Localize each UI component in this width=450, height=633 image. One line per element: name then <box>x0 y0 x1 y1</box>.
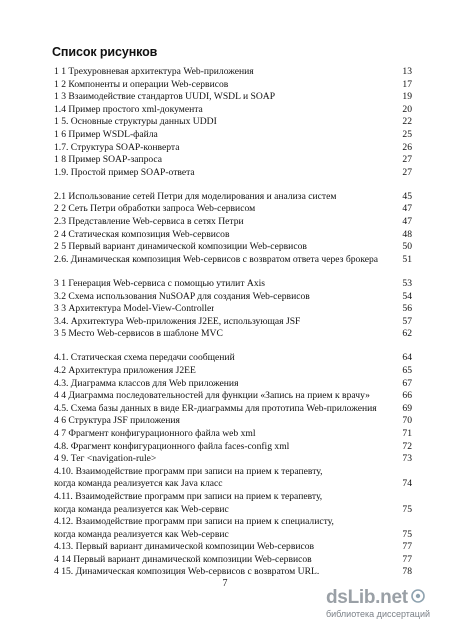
figure-page: 70 <box>402 415 412 427</box>
figure-caption: Первый вариант динамической композиции Web-сервисов <box>75 541 315 553</box>
figure-title <box>54 66 254 79</box>
figure-title <box>54 91 275 104</box>
figure-entry <box>54 216 412 229</box>
figure-number: 4 6 <box>54 415 66 427</box>
figure-page: 75 <box>402 528 412 540</box>
figure-caption: Простой пример SOAP-ответа <box>70 166 195 178</box>
figure-title <box>54 129 158 142</box>
figure-caption: Статическая композиция Web-сервисов <box>68 228 230 240</box>
page-number: 7 <box>222 578 228 589</box>
figure-number: 1 5. <box>54 116 69 128</box>
figure-number: 3 5 <box>54 328 66 340</box>
figure-entry <box>54 154 412 167</box>
figure-number: 4 4 <box>54 390 66 402</box>
figure-number: 4.5. <box>54 402 69 414</box>
figure-number: 1 8 <box>54 154 66 166</box>
figure-title <box>54 303 214 316</box>
figure-title <box>54 229 230 242</box>
figure-number: 4.10. <box>54 465 74 477</box>
figure-entry <box>54 291 412 304</box>
figure-page: 64 <box>402 352 412 364</box>
figure-entry <box>54 516 412 541</box>
watermark-brand: dsLib.net <box>326 587 408 608</box>
figure-number: 1.4 <box>54 103 66 115</box>
figure-page: 48 <box>402 228 412 240</box>
figure-group <box>54 66 412 179</box>
figure-number: 4 14 <box>54 553 71 565</box>
watermark-subtitle: библиотека диссертаций <box>326 609 431 619</box>
figure-caption: Структура JSF приложения <box>68 415 180 427</box>
figure-title <box>54 466 323 491</box>
figure-number: 2.3 <box>54 216 66 228</box>
figure-page: 56 <box>402 303 412 315</box>
figure-page: 65 <box>402 364 412 376</box>
figure-title <box>54 79 228 92</box>
figure-caption: Архитектура приложения J2EE <box>68 364 196 376</box>
figure-page: 50 <box>402 241 412 253</box>
figure-title <box>54 516 334 541</box>
figure-page: 77 <box>402 553 412 565</box>
figure-number: 2.6. <box>54 253 69 265</box>
figure-number: 2 5 <box>54 241 66 253</box>
figure-page: 78 <box>402 566 412 578</box>
figure-page: 19 <box>402 91 412 103</box>
figure-number: 1.9. <box>54 166 69 178</box>
figure-page: 73 <box>402 453 412 465</box>
figure-page: 69 <box>402 402 412 414</box>
figure-entry <box>54 415 412 428</box>
figure-entry <box>54 365 412 378</box>
figure-page: 26 <box>402 141 412 153</box>
figure-caption: Компоненты и операции Web-сервисов <box>68 78 229 90</box>
figure-entry <box>54 203 412 216</box>
figure-number: 1.7. <box>54 141 69 153</box>
figure-entry <box>54 428 412 441</box>
figure-caption: Взаимодействие программ при записи на прием к специалисту, когда команда реализуется как Web-сервис <box>54 516 334 540</box>
figure-caption: Статическая схема передачи сообщений <box>70 352 235 364</box>
figure-number: 4.8. <box>54 440 69 452</box>
figure-entry <box>54 403 412 416</box>
figure-title <box>54 365 196 378</box>
figure-number: 4.12. <box>54 516 74 528</box>
figure-caption: Сеть Петри обработки запроса Web-сервисом <box>68 203 256 215</box>
figure-entry <box>54 453 412 466</box>
figure-title <box>54 352 235 365</box>
figure-number: 4 7 <box>54 427 66 439</box>
list-of-figures-heading: Список рисунков <box>52 45 158 59</box>
figure-title <box>54 154 162 167</box>
figure-number: 4.11. <box>54 490 73 502</box>
figure-entry <box>54 104 412 117</box>
figure-entry <box>54 466 412 491</box>
figure-caption: Динамическая композиция Web-сервисов с возвратом URL. <box>75 566 320 578</box>
figure-number: 4 9. <box>54 453 69 465</box>
figure-entry <box>54 116 412 129</box>
figure-page: 57 <box>402 315 412 327</box>
figure-number: 3 3 <box>54 303 66 315</box>
figure-number: 2 4 <box>54 228 66 240</box>
figure-entry <box>54 167 412 180</box>
figure-caption: Структура SOAP-конверта <box>70 141 180 153</box>
figure-caption: Использование сетей Петри для моделирования и анализа систем <box>68 190 337 202</box>
figure-caption: Архитектура Web-приложения J2EE, использующая JSF <box>70 315 301 327</box>
figure-title <box>54 441 289 454</box>
figure-number: 4 15. <box>54 566 74 578</box>
figure-page: 27 <box>402 166 412 178</box>
figure-title <box>54 216 244 229</box>
figure-caption: Пример WSDL-файла <box>68 128 158 140</box>
figure-title <box>54 415 180 428</box>
figure-entry <box>54 316 412 329</box>
figure-title <box>54 491 322 516</box>
figure-page: 47 <box>402 203 412 215</box>
figure-caption: Взаимодействие программ при записи на прием к терапевту, когда команда реализуется как Java класс <box>54 465 323 490</box>
figure-entry <box>54 541 412 554</box>
figure-entry <box>54 229 412 242</box>
figure-page: 53 <box>402 277 412 289</box>
figure-title <box>54 203 255 216</box>
figure-entry <box>54 328 412 341</box>
figure-list <box>54 66 412 591</box>
figure-number: 3.4. <box>54 315 69 327</box>
figure-page: 22 <box>402 116 412 128</box>
figure-number: 3 1 <box>54 277 66 289</box>
figure-number: 1 3 <box>54 91 66 103</box>
figure-number: 3.2 <box>54 290 66 302</box>
figure-page: 13 <box>402 66 412 77</box>
figure-entry <box>54 390 412 403</box>
figure-page: 54 <box>402 290 412 302</box>
figure-page: 27 <box>402 154 412 166</box>
figure-number: 2 2 <box>54 203 66 215</box>
figure-page: 25 <box>402 128 412 140</box>
figure-number: 4.13. <box>54 541 74 553</box>
figure-caption: Диаграмма классов для Web приложения <box>70 377 239 389</box>
figure-caption: Тег <navigation-rule> <box>70 453 157 465</box>
figure-title <box>54 390 370 403</box>
figure-page: 75 <box>402 503 412 515</box>
figure-caption: Место Web-сервисов в шаблоне MVC <box>68 328 223 340</box>
figure-title <box>54 328 223 341</box>
figure-entry <box>54 378 412 391</box>
figure-caption: Диаграмма последовательностей для функции «Запись на прием к врачу» <box>68 390 370 402</box>
figure-number: 1 2 <box>54 78 66 90</box>
figure-entry <box>54 254 412 267</box>
figure-entry <box>54 191 412 204</box>
figure-number: 2.1 <box>54 190 66 202</box>
figure-page: 47 <box>402 216 412 228</box>
figure-page: 45 <box>402 190 412 202</box>
figure-caption: Пример SOAP-запроса <box>68 154 163 166</box>
figure-title <box>54 453 156 466</box>
figure-page: 72 <box>402 440 412 452</box>
figure-page: 77 <box>402 541 412 553</box>
figure-group <box>54 278 412 341</box>
figure-title <box>54 403 377 416</box>
figure-group <box>54 352 412 579</box>
figure-entry <box>54 66 412 79</box>
figure-page: 67 <box>402 377 412 389</box>
figure-number: 1 6 <box>54 128 66 140</box>
dslib-logo <box>326 587 436 609</box>
figure-caption: Основные структуры данных UDDI <box>70 116 217 128</box>
figure-page: 66 <box>402 390 412 402</box>
figure-title <box>54 378 238 391</box>
figure-title <box>54 254 378 267</box>
figure-title <box>54 104 203 117</box>
figure-title <box>54 291 310 304</box>
figure-entry <box>54 278 412 291</box>
figure-caption: Динамическая композиция Web-сервисов с возвратом ответа через брокера <box>70 253 379 265</box>
figure-group <box>54 191 412 267</box>
figure-caption: Фрагмент конфигурационного файла web xml <box>68 427 256 439</box>
figure-title <box>54 116 217 129</box>
figure-caption: Трехуровневая архитектура Web-приложения <box>68 66 254 77</box>
figure-page: 62 <box>402 328 412 340</box>
figure-caption: Пример простого xml-документа <box>68 103 203 115</box>
figure-title <box>54 316 300 329</box>
figure-caption: Первый вариант динамической композиции Web-сервисов <box>68 241 307 253</box>
figure-title <box>54 554 312 567</box>
figure-number: 4.2 <box>54 364 66 376</box>
figure-entry <box>54 303 412 316</box>
figure-caption: Схема базы данных в виде ER-диаграммы для прототипа Web-приложения <box>70 402 377 414</box>
figure-page: 20 <box>402 103 412 115</box>
figure-entry <box>54 142 412 155</box>
figure-entry <box>54 352 412 365</box>
figure-caption: Представление Web-сервиса в сетях Петри <box>68 216 244 228</box>
figure-title <box>54 428 256 441</box>
figure-title <box>54 278 265 291</box>
figure-entry <box>54 79 412 92</box>
figure-number: 4.1. <box>54 352 69 364</box>
figure-entry <box>54 91 412 104</box>
figure-page: 71 <box>402 427 412 439</box>
figure-caption: Фрагмент конфигурационного файла faces-config xml <box>70 440 290 452</box>
dslib-logo-icon <box>411 589 425 608</box>
figure-entry <box>54 129 412 142</box>
figure-title <box>54 167 195 180</box>
figure-caption: Взаимодействие программ при записи на прием к терапевту, когда команда реализуется как Web-сервис <box>54 490 323 515</box>
figure-title <box>54 142 180 155</box>
figure-caption: Архитектура Model-View-Controller <box>68 303 215 315</box>
figure-caption: Взаимодействие стандартов UUDI, WSDL и SOAP <box>68 91 276 103</box>
figure-entry <box>54 241 412 254</box>
figure-number: 1 1 <box>54 66 66 77</box>
figure-caption: Первый вариант динамической композиции Web-сервисов <box>73 553 312 565</box>
figure-title <box>54 241 307 254</box>
figure-title <box>54 191 336 204</box>
figure-entry <box>54 491 412 516</box>
figure-caption: Генерация Web-сервиса с помощью утилит Axis <box>68 277 266 289</box>
figure-page: 51 <box>402 253 412 265</box>
figure-page: 17 <box>402 78 412 90</box>
figure-page: 74 <box>402 478 412 490</box>
figure-title <box>54 541 314 554</box>
figure-caption: Схема использования NuSOAP для создания Web-сервисов <box>68 290 310 302</box>
figure-number: 4.3. <box>54 377 69 389</box>
figure-entry <box>54 554 412 567</box>
dslib-watermark <box>326 587 436 623</box>
figure-entry <box>54 441 412 454</box>
